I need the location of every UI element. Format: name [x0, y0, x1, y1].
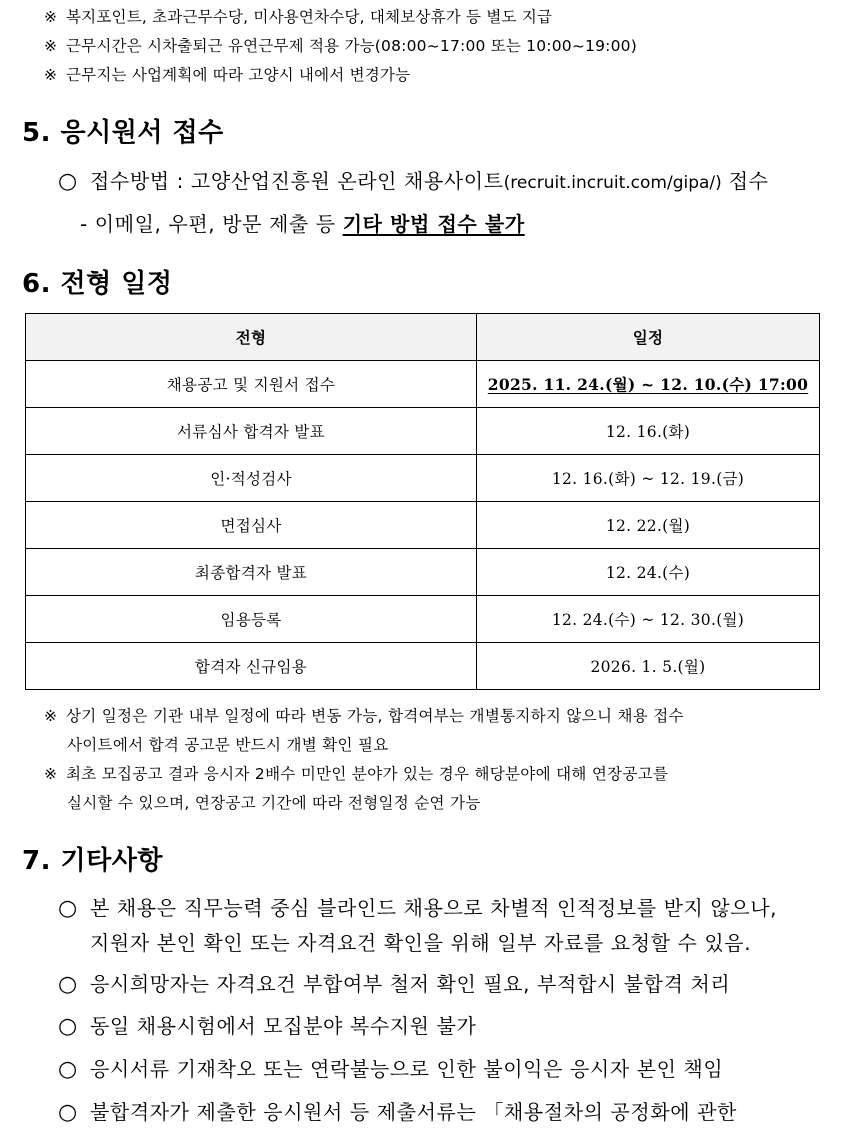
note-line: 상기 일정은 기관 내부 일정에 따라 변동 가능, 합격여부는 개별통지하지 않으니 채용 접수 [66, 707, 684, 725]
misc-item-documents [58, 1097, 737, 1128]
table-row [26, 502, 820, 549]
stage-cell: 인·적성검사 [26, 455, 477, 502]
recruit-site-url: (recruit.incruit.com/gipa/) [503, 173, 722, 193]
circle-bullet-icon: ○ [58, 1014, 78, 1039]
misc-item-eligibility [58, 969, 730, 1000]
stage-cell: 서류심사 합격자 발표 [26, 408, 477, 455]
stage-cell: 면접심사 [26, 502, 477, 549]
table-row [26, 643, 820, 690]
date-cell: 2026. 1. 5.(월) [477, 643, 820, 690]
item-text: 동일 채용시험에서 모집분야 복수지원 불가 [90, 1014, 477, 1038]
application-restriction-item [80, 209, 525, 239]
note-text: 복지포인트, 초과근무수당, 미사용연차수당, 대체보상휴가 등 별도 지급 [66, 8, 553, 26]
method-text: 접수방법 : 고양산업진흥원 온라인 채용사이트 [90, 169, 504, 193]
restriction-text: - 이메일, 우편, 방문 제출 등 [80, 212, 343, 236]
note-work-hours [44, 35, 637, 57]
circle-bullet-icon: ○ [58, 896, 78, 921]
restriction-emphasis: 기타 방법 접수 불가 [342, 212, 525, 236]
circle-bullet-icon: ○ [58, 1057, 78, 1082]
reference-mark: ※ [44, 8, 58, 26]
reference-mark: ※ [44, 765, 58, 783]
date-cell: 2025. 11. 24.(월) ~ 12. 10.(수) 17:00 [477, 361, 820, 408]
circle-bullet-icon: ○ [58, 972, 78, 997]
schedule-note-2-cont: 실시할 수 있으며, 연장공고 기간에 따라 전형일정 순연 가능 [67, 794, 481, 812]
header-stage: 전형 [26, 314, 477, 361]
table-header-row [26, 314, 820, 361]
reference-mark: ※ [44, 37, 58, 55]
date-cell: 12. 16.(화) [477, 408, 820, 455]
schedule-note-2 [44, 760, 668, 789]
circle-bullet-icon: ○ [58, 169, 78, 194]
schedule-note-1-cont: 사이트에서 합격 공고문 반드시 개별 확인 필요 [67, 736, 389, 754]
note-line: 최초 모집공고 결과 응시자 2배수 미만인 분야가 있는 경우 해당분야에 대해 연장공고를 [66, 765, 669, 783]
section-7-heading: 7. 기타사항 [22, 846, 163, 876]
misc-item-responsibility [58, 1054, 723, 1085]
date-cell: 12. 24.(수) ~ 12. 30.(월) [477, 596, 820, 643]
table-row [26, 455, 820, 502]
note-welfare [44, 6, 552, 28]
schedule-note-1 [44, 702, 684, 731]
misc-item-blind-hiring-cont: 지원자 본인 확인 또는 자격요건 확인을 위해 일부 자료를 요청할 수 있음. [90, 931, 752, 955]
table-row [26, 361, 820, 408]
item-text: 응시서류 기재착오 또는 연락불능으로 인한 불이익은 응시자 본인 책임 [90, 1057, 724, 1081]
circle-bullet-icon: ○ [58, 1100, 78, 1125]
date-cell: 12. 16.(화) ~ 12. 19.(금) [477, 455, 820, 502]
item-text: 불합격자가 제출한 응시원서 등 제출서류는 「채용절차의 공정화에 관한 [90, 1100, 737, 1124]
item-text: 본 채용은 직무능력 중심 블라인드 채용으로 차별적 인적정보를 받지 않으나, [90, 896, 778, 920]
reference-mark: ※ [44, 707, 58, 725]
misc-item-duplicate [58, 1011, 476, 1042]
stage-cell: 채용공고 및 지원서 접수 [26, 361, 477, 408]
application-method-item [58, 166, 769, 198]
item-text: 응시희망자는 자격요건 부합여부 철저 확인 필요, 부적합시 불합격 처리 [90, 972, 731, 996]
misc-item-blind-hiring [58, 893, 777, 924]
schedule-table [25, 313, 820, 690]
method-suffix: 접수 [721, 169, 769, 193]
date-cell: 12. 22.(월) [477, 502, 820, 549]
reference-mark: ※ [44, 66, 58, 84]
note-work-location [44, 64, 410, 86]
note-text: 근무시간은 시차출퇴근 유연근무제 적용 가능(08:00~17:00 또는 10:00~19:00) [66, 37, 637, 55]
stage-cell: 임용등록 [26, 596, 477, 643]
note-text: 근무지는 사업계획에 따라 고양시 내에서 변경가능 [66, 66, 411, 84]
table-row [26, 408, 820, 455]
stage-cell: 합격자 신규임용 [26, 643, 477, 690]
table-row [26, 596, 820, 643]
header-date: 일정 [477, 314, 820, 361]
date-cell: 12. 24.(수) [477, 549, 820, 596]
section-6-heading: 6. 전형 일정 [22, 269, 173, 299]
stage-cell: 최종합격자 발표 [26, 549, 477, 596]
table-row [26, 549, 820, 596]
section-5-heading: 5. 응시원서 접수 [22, 118, 224, 148]
